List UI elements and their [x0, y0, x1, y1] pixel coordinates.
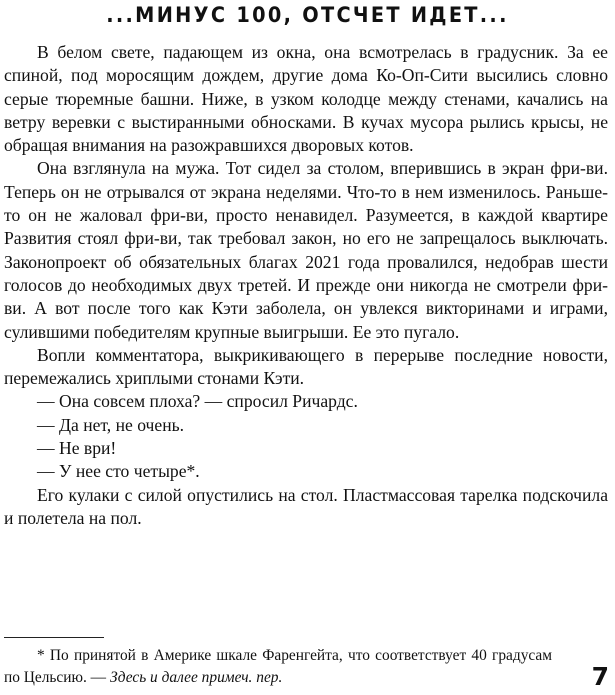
footnote-divider [4, 637, 104, 638]
footnote-attribution: Здесь и далее примеч. пер. [109, 668, 283, 686]
dialogue-line: — У нее сто четыре*. [37, 461, 200, 482]
dialogue-line: — Да нет, не очень. [37, 414, 185, 435]
paragraph: Вопли комментатора, выкрикивающего в перерыве последние новости, перемежались хриплыми стонами Кэти. [4, 344, 608, 389]
main-text [4, 41, 608, 530]
paragraph: В белом свете, падающем из окна, она всмотрелась в градусник. За ее спиной, под моросящим дождем, другие дома Ко-Оп-Сити высились словно серые тюремные башни. Ниже, в узком колодце между стенами, качались на ветру веревки с выстиранными обносками. В кучах мусора рылись крысы, не обращая внимания на разожравшихся дворовых котов. [4, 42, 608, 156]
page-number: 7 [591, 662, 609, 691]
running-head: ...МИНУС 100, ОТСЧЕТ ИДЕТ... [106, 3, 509, 27]
footnote [4, 645, 552, 688]
paragraph: Его кулаки с силой опустились на стол. Пластмассовая тарелка подскочила и полетела на пол. [4, 484, 608, 528]
footnote-text: * По принятой в Америке шкале Фаренгейта, что соответствует 40 градусам по Цельсию. — [4, 647, 552, 686]
dialogue-line: — Не ври! [37, 438, 117, 459]
paragraph: Она взглянула на мужа. Тот сидел за столом, вперившись в экран фри-ви. Теперь он не отрывался от экрана неделями. Что-то в нем изменилось. Раньше-то он не жаловал фри-ви, просто ненавидел. Разумеется, в каждой квартире Развития стоял фри-ви, так требовал закон, но его не запрещалось выключать. Законопроект об обязательных благах 2021 года провалился, недобрав шести голосов до необходимых двух третей. И прежде они никогда не смотрели фри-ви. А вот после того как Кэти заболела, он увлекся викторинами и играми, сулившими победителям крупные выигрыши. Ее это пугало. [4, 158, 608, 342]
dialogue-line: — Она совсем плоха? — спросил Ричардс. [37, 391, 358, 412]
